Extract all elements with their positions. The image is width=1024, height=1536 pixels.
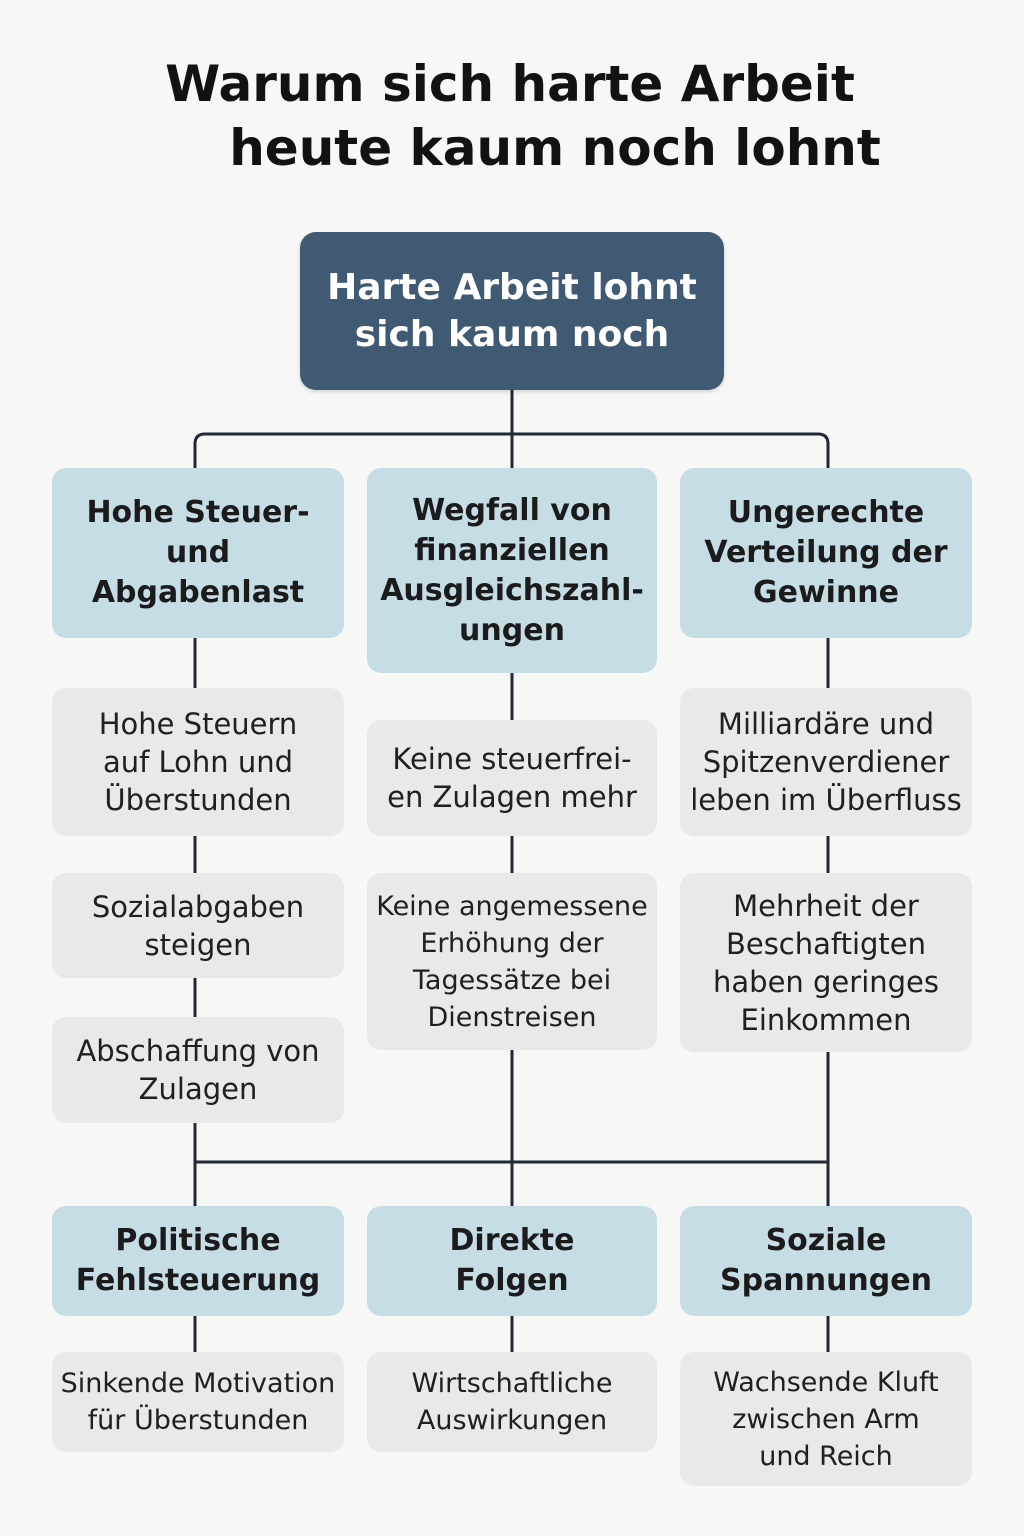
item-line: Sinkende Motivation <box>60 1368 336 1399</box>
item-high-taxes <box>52 688 344 836</box>
item-line: leben im Überfluss <box>690 783 962 817</box>
item-travel-rates <box>367 873 657 1050</box>
cause-line: ungen <box>459 612 565 648</box>
item-line: Mehrheit der <box>733 888 919 923</box>
item-line: Zulagen <box>138 1072 258 1106</box>
item-line: Keine steuerfrei- <box>392 742 632 776</box>
effect-line: Soziale <box>765 1223 887 1258</box>
item-line: Einkommen <box>740 1002 912 1037</box>
item-line: Milliardäre und <box>717 707 935 741</box>
item-line: für Überstunden <box>87 1405 309 1436</box>
cause-line: Abgabenlast <box>91 575 305 610</box>
item-motivation <box>52 1352 344 1452</box>
item-line: zwischen Arm <box>732 1403 920 1435</box>
root-node <box>300 232 724 390</box>
cause-line: und <box>165 535 231 570</box>
effect-line: Politische <box>115 1223 281 1258</box>
item-billionaires <box>680 688 972 836</box>
item-social-contributions <box>52 873 344 978</box>
effect-line: Fehlsteuerung <box>75 1263 321 1298</box>
item-economic-effects <box>367 1352 657 1452</box>
root-line-1: Harte Arbeit lohnt <box>327 267 697 308</box>
item-wealth-gap <box>680 1352 972 1486</box>
item-no-tax-free-allowances <box>367 720 657 836</box>
item-line: Wirtschaftliche <box>411 1368 613 1399</box>
title-line-2: heute kaum noch lohnt <box>229 119 881 177</box>
item-line: und Reich <box>759 1440 893 1472</box>
item-line: en Zulagen mehr <box>387 780 637 814</box>
effect-node-social <box>680 1206 972 1316</box>
cause-node-tax <box>52 468 344 638</box>
item-line: Keine angemessene <box>376 890 648 922</box>
item-line: Wachsende Kluft <box>713 1366 939 1398</box>
item-line: Überstunden <box>104 783 292 817</box>
root-line-2: sich kaum noch <box>354 314 670 355</box>
effect-node-direct <box>367 1206 657 1316</box>
cause-line: Ungerechte <box>727 495 925 530</box>
item-low-income-majority <box>680 873 972 1052</box>
item-line: Erhöhung der <box>420 927 604 959</box>
cause-line: Wegfall von <box>412 492 612 528</box>
item-line: Tagessätze bei <box>412 964 612 996</box>
cause-node-distribution <box>680 468 972 638</box>
item-line: Sozialabgaben <box>91 889 305 924</box>
cause-line: Hohe Steuer- <box>86 495 310 530</box>
item-line: Hohe Steuern <box>98 707 298 741</box>
item-line: haben geringes <box>713 964 939 999</box>
item-line: Abschaffung von <box>76 1034 320 1068</box>
cause-line: finanziellen <box>414 532 610 568</box>
cause-line: Gewinne <box>752 575 900 610</box>
item-abolished-allowances <box>52 1017 344 1123</box>
effect-line: Direkte <box>449 1223 575 1258</box>
item-line: Beschaftigten <box>725 926 927 961</box>
item-line: steigen <box>144 927 252 962</box>
effect-line: Folgen <box>455 1263 569 1298</box>
cause-line: Ausgleichszahl- <box>380 572 644 608</box>
item-line: Dienstreisen <box>427 1001 597 1033</box>
item-line: Auswirkungen <box>416 1405 608 1436</box>
cause-node-compensation <box>367 468 657 673</box>
title-line-1: Warum sich harte Arbeit <box>165 55 855 113</box>
item-line: Spitzenverdiener <box>702 745 950 779</box>
cause-line: Verteilung der <box>704 535 948 570</box>
effect-node-politics <box>52 1206 344 1316</box>
effect-line: Spannungen <box>720 1263 932 1298</box>
item-line: auf Lohn und <box>102 745 294 779</box>
